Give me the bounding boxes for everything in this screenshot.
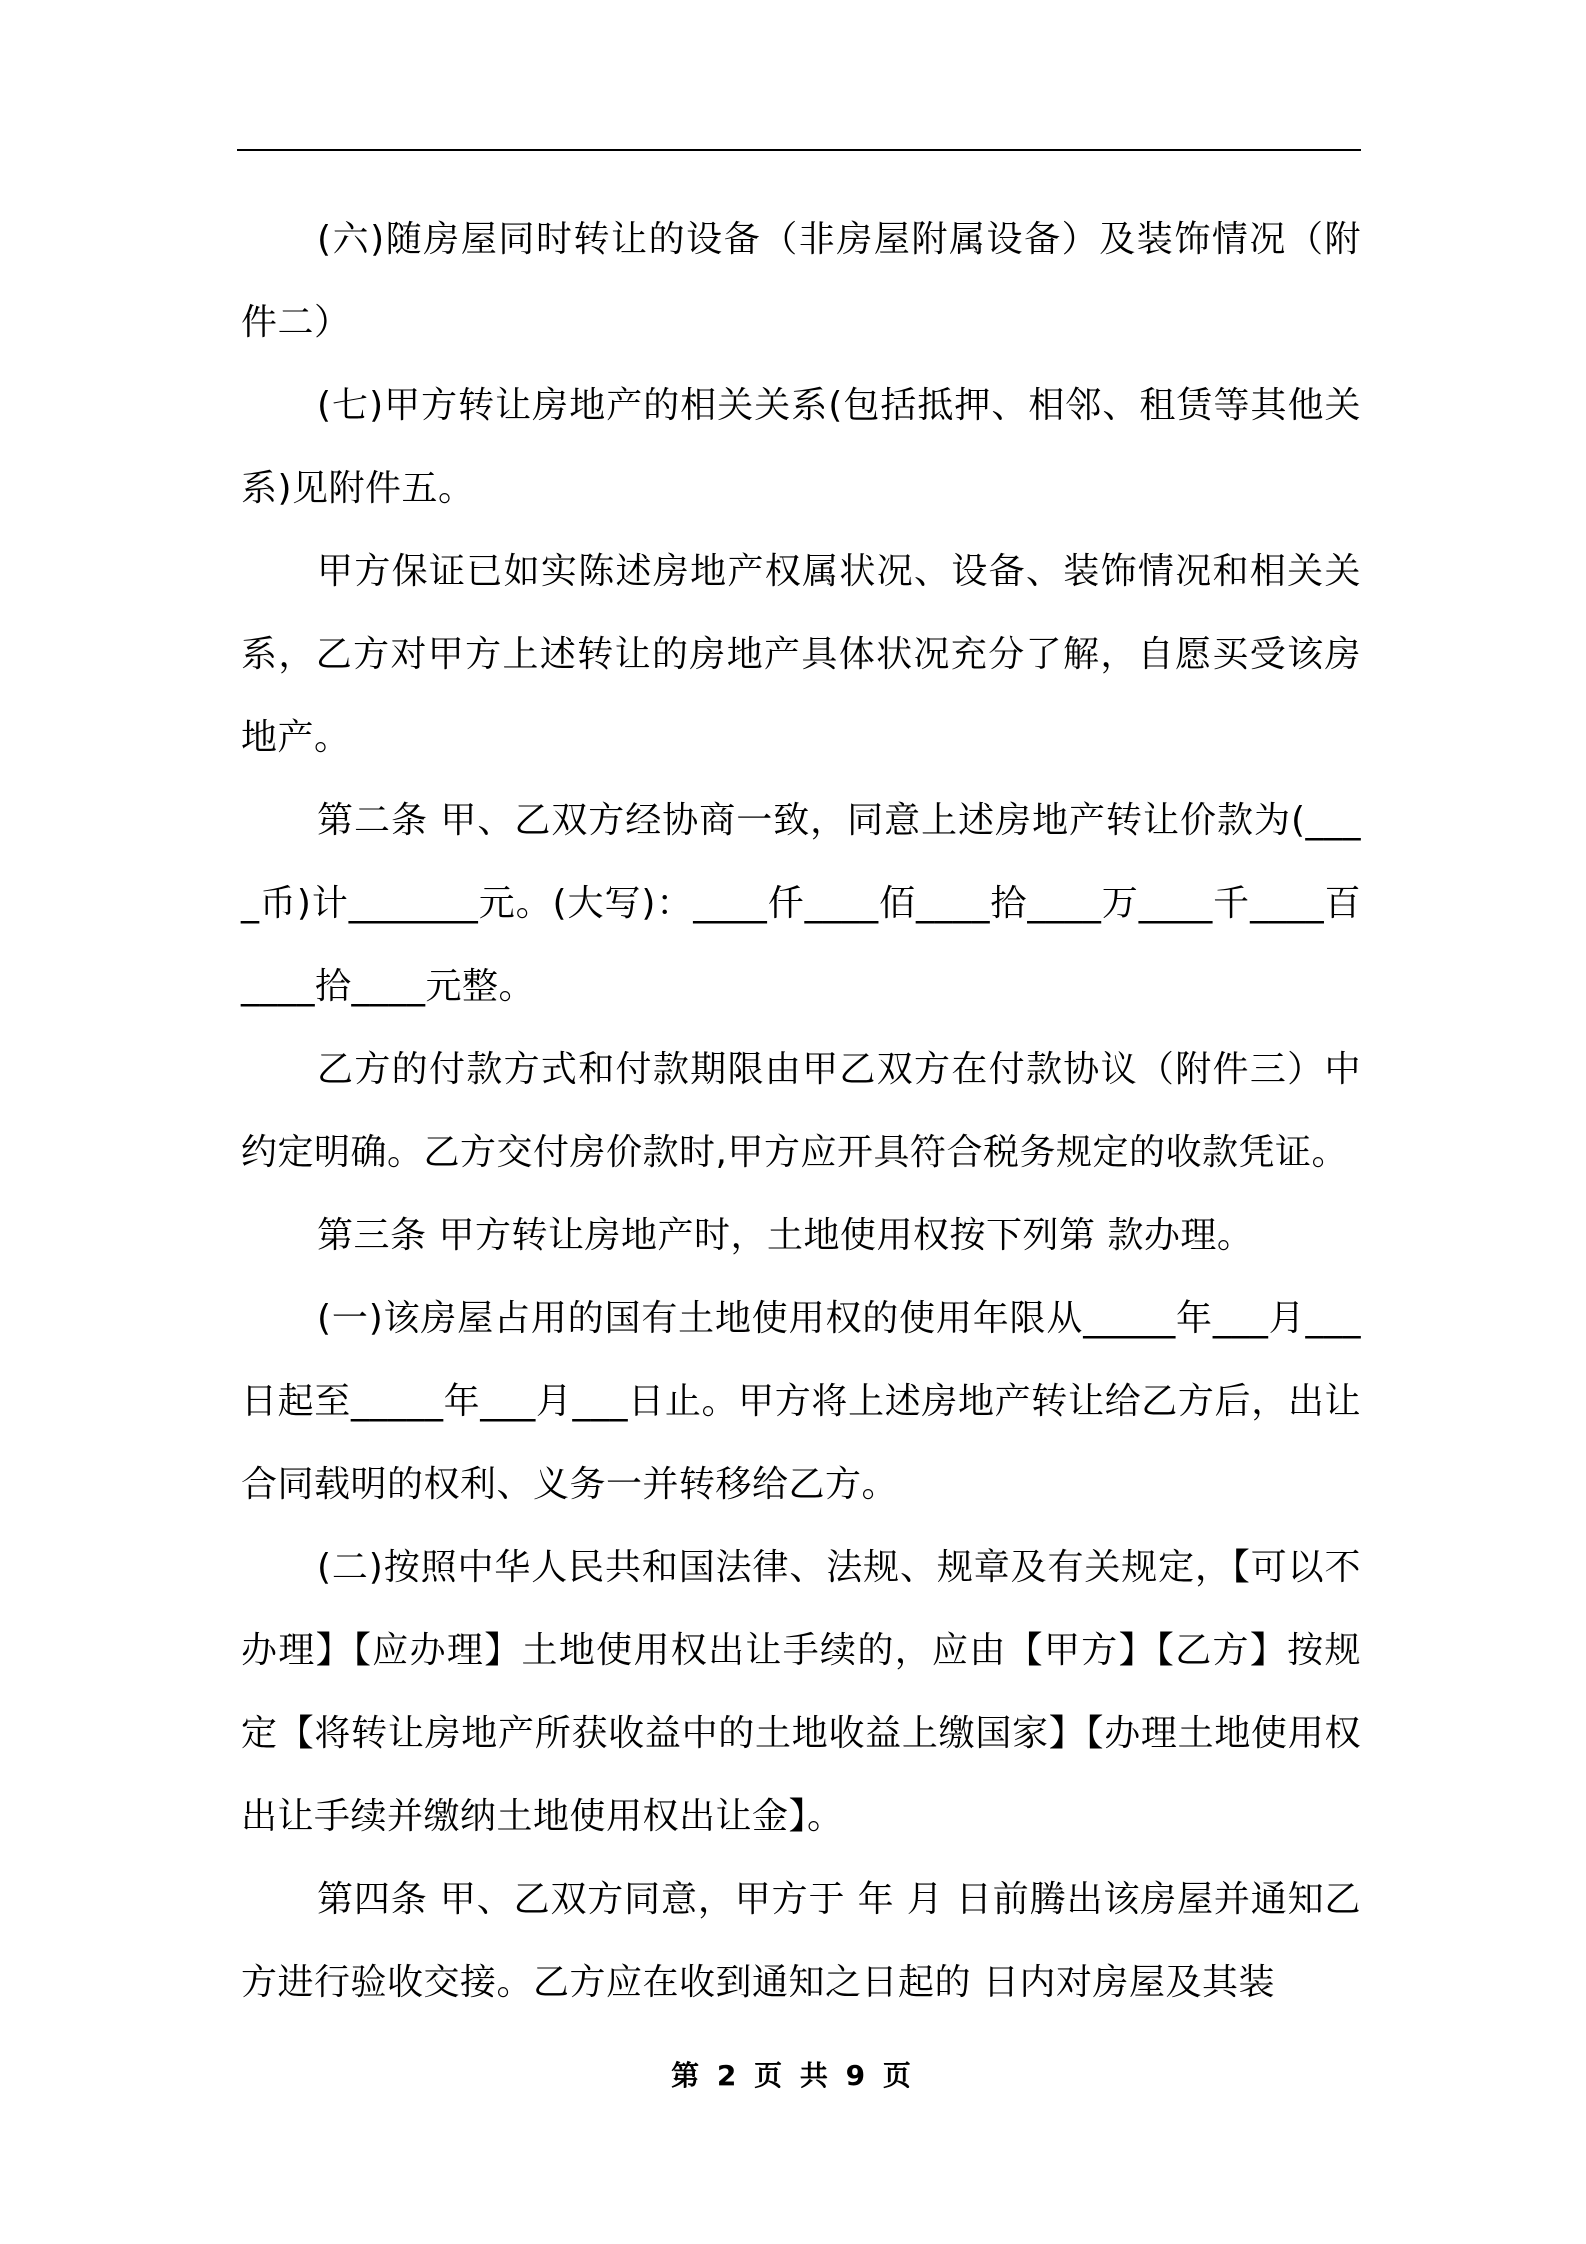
page-indicator: 第 2 页 共 9 页: [671, 2059, 915, 2092]
document-body: [241, 198, 1361, 2024]
paragraph-equipment-decoration: (六)随房屋同时转让的设备（非房屋附属设备）及装饰情况（附件二）: [241, 219, 1361, 343]
paragraph-land-use-procedures: (二)按照中华人民共和国法律、法规、规章及有关规定，【可以不办理】【应办理】土地使用权出让手续的，应由【甲方】【乙方】按规定【将转让房地产所获收益中的土地收益上缴国家】【办理土地使用权出让手续并缴纳土地使用权出让金】。: [241, 1547, 1361, 1837]
paragraph-article-4-handover: 第四条 甲、乙双方同意，甲方于 年 月 日前腾出该房屋并通知乙方进行验收交接。乙方应在收到通知之日起的 日内对房屋及其装: [241, 1879, 1361, 2003]
header-rule: [237, 149, 1361, 151]
paragraph-land-use-term: (一)该房屋占用的国有土地使用权的使用年限从_____年___月___日起至_____年___月___日止。甲方将上述房地产转让给乙方后，出让合同载明的权利、义务一并转移给乙方。: [241, 1298, 1361, 1505]
paragraph-party-a-guarantee: 甲方保证已如实陈述房地产权属状况、设备、装饰情况和相关关系，乙方对甲方上述转让的房地产具体状况充分了解，自愿买受该房地产。: [241, 551, 1361, 758]
paragraph-article-3-land-use: 第三条 甲方转让房地产时，土地使用权按下列第 款办理。: [317, 1215, 1254, 1256]
paragraph-related-relations: (七)甲方转让房地产的相关关系(包括抵押、相邻、租赁等其他关系)见附件五。: [241, 385, 1361, 509]
paragraph-payment-method: 乙方的付款方式和付款期限由甲乙双方在付款协议（附件三）中约定明确。乙方交付房价款时,甲方应开具符合税务规定的收款凭证。: [241, 1049, 1361, 1173]
paragraph-article-2-price: 第二条 甲、乙双方经协商一致，同意上述房地产转让价款为(____币)计_______元。(大写)：____仟____佰____拾____万____千____百____拾____元整。: [241, 800, 1361, 1007]
